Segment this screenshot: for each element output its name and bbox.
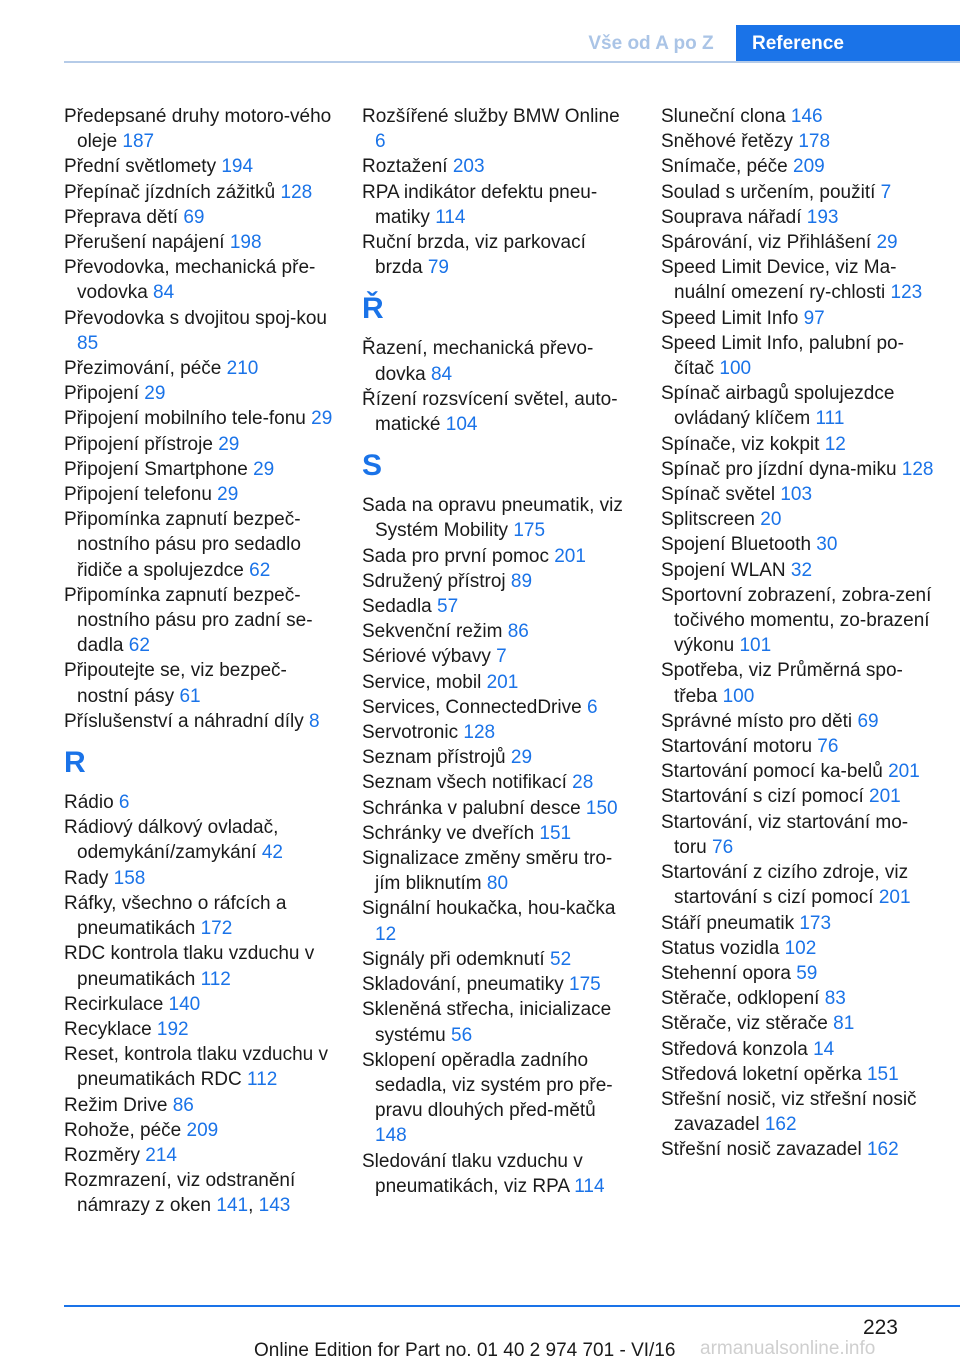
index-letter-heading: R (64, 746, 86, 780)
index-entry-term: Sledování tlaku vzduchu v pneumatikách, viz RPA (362, 1150, 583, 1197)
index-entry (64, 406, 334, 431)
index-entry (64, 1118, 334, 1143)
header-rule (64, 61, 960, 63)
index-entry-term: Startování z cizího zdroje, viz startování s cizí pomocí (661, 862, 909, 909)
index-page-link[interactable]: 6 (375, 131, 386, 153)
index-entry-term: Souprava nářadí (661, 206, 807, 228)
index-entry (661, 331, 936, 381)
index-page-link[interactable]: 173 (799, 912, 832, 934)
index-entry (64, 230, 334, 255)
index-entry (64, 482, 334, 507)
index-entry (661, 255, 936, 305)
index-page-link[interactable]: 187 (122, 131, 155, 153)
index-entry (661, 986, 936, 1011)
index-entry-term: Sada pro první pomoc (362, 545, 555, 567)
index-entry (661, 583, 936, 659)
index-entry-term: Spínač světel (661, 484, 781, 506)
index-entry (362, 821, 632, 846)
index-page-link[interactable]: 12 (824, 433, 846, 455)
index-entry-term: Sedadla (362, 596, 438, 618)
index-entry-term: Schránka v palubní desce (362, 797, 586, 819)
index-entry (64, 790, 334, 815)
index-page-link[interactable]: 6 (586, 696, 598, 718)
index-page-link[interactable]: 100 (722, 685, 755, 707)
index-page-link[interactable]: 201 (486, 671, 519, 693)
index-page-link[interactable]: 61 (179, 685, 201, 707)
index-entry-term: Připojení mobilního tele‐fonu (64, 408, 312, 430)
index-entry (661, 532, 936, 557)
index-entry (64, 1168, 334, 1218)
page-header (0, 0, 960, 62)
index-entry-term: Sluneční clona (661, 106, 791, 127)
index-page-link[interactable]: 52 (550, 948, 572, 970)
index-entry-term: Sekvenční režim (362, 621, 508, 643)
index-page-link[interactable]: 32 (790, 559, 813, 581)
index-entry-term: Snímače, péče (661, 156, 794, 178)
index-entry-term: Signalizace změny směru tro‐jím bliknutím (362, 848, 613, 895)
index-entry-term: Spárování, viz Přihlášení (661, 232, 877, 254)
index-column-3 (661, 104, 936, 1163)
index-page-link[interactable]: 201 (554, 545, 586, 567)
index-entry (64, 891, 334, 941)
index-entry (661, 1037, 936, 1062)
index-entry-term: Services, ConnectedDrive (362, 696, 587, 718)
index-entry-term: Sada na opravu pneumatik, viz Systém Mobility (362, 495, 623, 542)
index-page-link[interactable]: 29 (311, 408, 333, 430)
index-entry (362, 230, 632, 280)
index-entry-term: Schránky ve dveřích (362, 822, 540, 844)
index-entry-term: Ruční brzda, viz parkovací brzda (362, 232, 586, 279)
index-entry-term: Připojení přístroje (64, 433, 219, 455)
index-entry-term: Režim Drive (64, 1094, 173, 1116)
index-entry-term: Startování motoru (661, 736, 818, 758)
index-page-link[interactable]: 29 (218, 433, 240, 455)
index-entry-term: Sériové výbavy (362, 646, 497, 668)
index-page-link[interactable]: 128 (463, 722, 496, 744)
index-entry (362, 336, 632, 386)
index-entry (362, 594, 632, 619)
index-entry (661, 507, 936, 532)
index-entry (64, 507, 334, 583)
index-page-link[interactable]: 201 (878, 887, 911, 909)
index-entry-term: Přerušení napájení (64, 232, 230, 254)
index-page-link[interactable]: 192 (156, 1018, 189, 1040)
page-separator: , (248, 1195, 259, 1217)
index-entry-term: Skleněná střecha, inicializace systému (362, 999, 612, 1046)
index-entry (661, 734, 936, 759)
index-entry (362, 997, 632, 1047)
index-entry-term: Ráfky, všechno o ráfcích a pneumatikách (64, 892, 287, 940)
index-entry-term: Status vozidla (661, 937, 785, 959)
index-entry-term: Příslušenství a náhradní díly (64, 710, 310, 732)
index-entry (362, 1048, 632, 1149)
watermark: armanualsonline.info (700, 1338, 876, 1359)
index-page-link[interactable]: 210 (226, 358, 259, 380)
index-entry (661, 306, 936, 331)
index-page-link[interactable]: 209 (186, 1119, 219, 1141)
index-entry-term: Reset, kontrola tlaku vzduchu v pneumatikách RDC (64, 1044, 329, 1091)
index-entry (661, 129, 936, 154)
index-entry (64, 180, 334, 205)
index-entry (64, 457, 334, 482)
index-entry-term: Sklopení opěradla zadního sedadla, viz systém pro pře‐pravu dlouhých před‐mětů (362, 1049, 613, 1122)
index-entry-term: Přepínač jízdních zážitků (64, 181, 281, 203)
index-page-link[interactable]: 112 (247, 1069, 278, 1091)
index-entry (362, 720, 632, 745)
index-entry (362, 387, 632, 437)
index-entry-term: Signály při odemknutí (362, 948, 550, 970)
index-page-link[interactable]: 86 (172, 1094, 194, 1116)
index-entry (661, 658, 936, 708)
index-page-link[interactable]: 29 (253, 458, 275, 480)
index-entry (64, 815, 334, 865)
index-entry-term: Stáří pneumatik (661, 912, 800, 934)
index-page-link[interactable]: 148 (375, 1125, 407, 1147)
index-entry (362, 745, 632, 770)
index-entry-term: Spojení WLAN (661, 559, 791, 581)
index-entry-term: Sdružený přístroj (362, 570, 511, 592)
index-column-2 (362, 104, 632, 1199)
index-entry (661, 457, 936, 482)
index-page-link[interactable]: 69 (183, 206, 205, 228)
index-entry (64, 255, 334, 305)
index-entry (64, 306, 334, 356)
index-entry-term: Speed Limit Info, palubní po‐čítač (661, 332, 904, 380)
index-entry-term: Startování s cizí pomocí (661, 786, 870, 808)
index-entry (362, 154, 632, 179)
index-entry-term: Rádio (64, 792, 119, 814)
index-entry (661, 1062, 936, 1087)
index-page-link[interactable]: 194 (221, 156, 254, 178)
index-entry-term: Převodovka s dvojitou spoj‐kou (64, 307, 327, 329)
index-page-link[interactable]: 104 (445, 414, 478, 436)
index-entry (64, 658, 334, 708)
index-entry (64, 1017, 334, 1042)
index-entry-term: Rohože, péče (64, 1119, 187, 1141)
index-page-link[interactable]: 114 (435, 206, 466, 228)
index-page-link[interactable]: 123 (890, 282, 923, 304)
index-entry (64, 1093, 334, 1118)
index-page-link[interactable]: 141 (216, 1195, 249, 1217)
index-page-link[interactable]: 114 (574, 1175, 605, 1197)
index-page-link[interactable]: 151 (866, 1063, 899, 1085)
index-entry-term: Roztažení (362, 156, 453, 178)
index-entry-term: Spotřeba, viz Průměrná spo‐třeba (661, 660, 903, 707)
index-entry-term: Servotronic (362, 722, 464, 744)
index-page-link[interactable]: 76 (817, 736, 839, 758)
index-entry (362, 695, 632, 720)
index-entry-term: Service, mobil (362, 671, 487, 693)
index-entry-term: Rady (64, 867, 114, 889)
index-page-link[interactable]: 86 (507, 621, 529, 643)
index-page-link[interactable]: 140 (168, 993, 201, 1015)
index-entry (64, 154, 334, 179)
index-entry (661, 1087, 936, 1137)
index-page-link[interactable]: 178 (798, 131, 831, 153)
index-entry-term: Soulad s určením, použití (661, 181, 881, 203)
index-entry-term: Připomínka zapnutí bezpeč‐nostního pásu pro zadní se‐dadla (64, 584, 313, 657)
index-entry-term: Rozšířené služby BMW Online (362, 106, 620, 127)
index-entry (362, 947, 632, 972)
index-entry (661, 936, 936, 961)
index-entry-term: Speed Limit Device, viz Ma‐nuální omezení ry‐chlosti (661, 257, 897, 304)
index-entry (362, 1149, 632, 1199)
index-entry-term: Přední světlomety (64, 156, 222, 178)
index-page-link[interactable]: 128 (280, 181, 313, 203)
index-entry-term: Řízení rozsvícení světel, auto‐matické (362, 388, 618, 436)
index-page-link[interactable]: 7 (880, 181, 892, 203)
index-page-link[interactable]: 29 (510, 747, 533, 769)
index-page-link[interactable]: 150 (585, 797, 618, 819)
index-entry-term: Přezimování, péče (64, 358, 227, 380)
index-entry-term: Splitscreen (661, 509, 761, 531)
index-page-link[interactable]: 8 (309, 710, 320, 732)
index-letter-heading: S (362, 449, 383, 483)
index-page-link[interactable]: 203 (452, 156, 485, 178)
index-entry (661, 154, 936, 179)
index-entry-term: Startování, viz startování mo‐toru (661, 811, 909, 858)
index-entry-term: Seznam přístrojů (362, 747, 511, 769)
index-entry (64, 709, 334, 734)
index-entry-term: Připomínka zapnutí bezpeč‐nostního pásu pro sedadlo řidiče a spolujezdce (64, 509, 301, 581)
index-entry-term: Připoutejte se, viz bezpeč‐nostní pásy (64, 660, 287, 707)
index-entry-term: Rádiový dálkový ovladač, odemykání/zamykání (64, 817, 279, 864)
index-page-link[interactable]: 214 (145, 1144, 177, 1166)
index-page-link[interactable]: 201 (888, 761, 920, 783)
index-entry-term: Spínač airbagů spolujezdce ovládaný klíčem (661, 383, 895, 430)
index-page-link[interactable]: 175 (513, 520, 546, 542)
index-entry (661, 759, 936, 784)
index-entry-term: Speed Limit Info (661, 307, 804, 329)
index-entry (661, 784, 936, 809)
index-entry (64, 992, 334, 1017)
index-entry-term: Recirkulace (64, 993, 169, 1015)
index-entry (661, 558, 936, 583)
index-entry-term: Převodovka, mechanická pře‐vodovka (64, 257, 316, 304)
index-letter-heading: Ř (362, 292, 384, 326)
index-page-link[interactable]: 100 (719, 358, 752, 380)
index-entry (362, 180, 632, 230)
index-page-link[interactable]: 162 (866, 1139, 899, 1161)
index-page-link[interactable]: 151 (539, 822, 572, 844)
index-entry-term: Stehenní opora (661, 962, 797, 984)
index-entry (64, 205, 334, 230)
index-page-link[interactable]: 103 (780, 484, 813, 506)
index-entry (64, 1143, 334, 1168)
index-page-link[interactable]: 28 (572, 772, 594, 794)
index-entry-term: Správné místo pro děti (661, 710, 858, 732)
index-entry (661, 1011, 936, 1036)
chapter-tab[interactable]: Reference (736, 25, 960, 62)
index-page-link[interactable]: 201 (869, 786, 901, 808)
index-page-link[interactable]: 89 (510, 570, 533, 592)
index-entry-term: Signální houkačka, hou‐kačka (362, 898, 616, 920)
index-entry (64, 356, 334, 381)
index-page-link[interactable]: 97 (803, 307, 825, 329)
index-entry (362, 972, 632, 997)
index-entry-term: Připojení (64, 383, 145, 405)
index-entry (64, 941, 334, 991)
index-page-link[interactable]: 193 (806, 206, 839, 228)
index-entry-term: Recyklace (64, 1018, 157, 1040)
section-tab[interactable]: Vše od A po Z (588, 32, 714, 54)
index-page-link[interactable]: 56 (451, 1024, 473, 1046)
index-page-link[interactable]: 59 (796, 962, 818, 984)
index-page-link[interactable]: 143 (258, 1195, 291, 1217)
index-entry-term: Startování pomocí ka‐belů (661, 761, 889, 783)
index-entry-term: RDC kontrola tlaku vzduchu v pneumatikách (64, 943, 315, 990)
index-entry-term: Přeprava dětí (64, 206, 184, 228)
index-entry-term: Rozměry (64, 1144, 146, 1166)
index-entry (661, 482, 936, 507)
index-entry-term: Spojení Bluetooth (661, 534, 817, 556)
index-page-link[interactable]: 12 (375, 923, 397, 945)
index-entry-term: Seznam všech notifikací (362, 772, 573, 794)
index-entry (661, 205, 936, 230)
index-page-link[interactable]: 29 (876, 232, 898, 254)
index-page-link[interactable]: 102 (784, 937, 817, 959)
index-entry (64, 1042, 334, 1092)
index-page-link[interactable]: 112 (200, 968, 231, 990)
index-entry (362, 493, 632, 543)
index-entry-term: Připojení telefonu (64, 484, 218, 506)
index-column-1 (64, 104, 334, 1219)
index-page-link[interactable]: 175 (569, 974, 601, 996)
index-entry (661, 180, 936, 205)
index-page-link[interactable]: 69 (857, 710, 879, 732)
index-entry-term: Spínač pro jízdní dyna‐miku (661, 458, 902, 480)
index-entry (362, 619, 632, 644)
index-page-link[interactable]: 57 (437, 596, 459, 618)
index-entry (661, 860, 936, 910)
index-page-link[interactable]: 209 (793, 156, 825, 178)
index-page-link[interactable]: 29 (217, 484, 239, 506)
index-page-link[interactable]: 162 (764, 1114, 797, 1136)
index-entry (362, 670, 632, 695)
index-page-link[interactable]: 84 (153, 282, 175, 304)
index-entry-term: Rozmrazení, viz odstranění námrazy z oken (64, 1170, 296, 1217)
index-page-link[interactable]: 80 (486, 873, 509, 895)
index-entry-term: Středová loketní opěrka (661, 1063, 867, 1085)
index-page-link[interactable]: 101 (739, 635, 772, 657)
index-page-link[interactable]: 20 (760, 509, 782, 531)
index-page-link[interactable]: 111 (815, 408, 845, 430)
index-entry-term: Střešní nosič, viz střešní nosič zavazadel (661, 1088, 917, 1136)
index-entry (661, 432, 936, 457)
index-entry-term: Řazení, mechanická převo‐dovka (362, 338, 594, 385)
index-entry-term: Spínače, viz kokpit (661, 433, 825, 455)
index-entry (661, 810, 936, 860)
index-entry-term: Střešní nosič zavazadel (661, 1139, 867, 1161)
index-entry (661, 104, 936, 129)
index-entry (64, 104, 334, 154)
page-number: 223 (862, 1316, 898, 1339)
index-entry (362, 896, 632, 946)
index-page-link[interactable]: 62 (249, 559, 271, 581)
index-entry (661, 961, 936, 986)
index-entry-term: Stěrače, odklopení (661, 988, 825, 1010)
index-page-link[interactable]: 14 (813, 1038, 835, 1060)
index-page-link[interactable]: 172 (200, 918, 233, 940)
index-page-link[interactable]: 81 (833, 1013, 855, 1035)
index-entry (64, 866, 334, 891)
index-entry (362, 644, 632, 669)
index-entry-term: Předepsané druhy motoro‐vého oleje (64, 106, 332, 153)
index-page-link[interactable]: 83 (824, 988, 846, 1010)
index-entry-term: Připojení Smartphone (64, 458, 254, 480)
index-entry-term: Stěrače, viz stěrače (661, 1013, 834, 1035)
index-page-link[interactable]: 146 (790, 106, 823, 127)
index-entry (661, 709, 936, 734)
index-entry (362, 569, 632, 594)
index-entry (64, 432, 334, 457)
index-entry-term: Sněhové řetězy (661, 131, 799, 153)
index-page-link[interactable]: 62 (128, 635, 150, 657)
index-entry (362, 796, 632, 821)
index-entry (661, 911, 936, 936)
index-entry (661, 1137, 936, 1162)
index-page-link[interactable]: 79 (427, 257, 449, 279)
index-page-link[interactable]: 158 (113, 867, 146, 889)
index-entry-term: Středová konzola (661, 1038, 814, 1060)
index-entry-term: RPA indikátor defektu pneu‐matiky (362, 181, 598, 228)
index-entry (64, 381, 334, 406)
index-entry (362, 544, 632, 569)
index-page-link[interactable]: 7 (496, 646, 507, 668)
index-page-link[interactable]: 42 (261, 842, 283, 864)
index-page-link[interactable]: 6 (118, 792, 130, 814)
index-entry (362, 770, 632, 795)
index-page-link[interactable]: 76 (712, 836, 734, 858)
index-entry-term: Skladování, pneumatiky (362, 974, 570, 996)
index-page-link[interactable]: 198 (229, 232, 262, 254)
index-entry (661, 381, 936, 431)
edition-note: Online Edition for Part no. 01 40 2 974 701 - VI/16 (254, 1340, 676, 1361)
index-entry (661, 230, 936, 255)
footer-rule (64, 1305, 960, 1307)
index-page-link[interactable]: 84 (430, 363, 453, 385)
index-entry (362, 846, 632, 896)
index-page-link[interactable]: 29 (144, 383, 166, 405)
index-entry-term: Sportovní zobrazení, zobra‐zení točivého momentu, zo‐brazení výkonu (661, 584, 932, 657)
index-page-link[interactable]: 85 (77, 332, 99, 354)
index-entry (64, 583, 334, 659)
index-entry (362, 104, 632, 154)
index-page-link[interactable]: 128 (901, 458, 934, 480)
index-page-link[interactable]: 30 (816, 534, 838, 556)
